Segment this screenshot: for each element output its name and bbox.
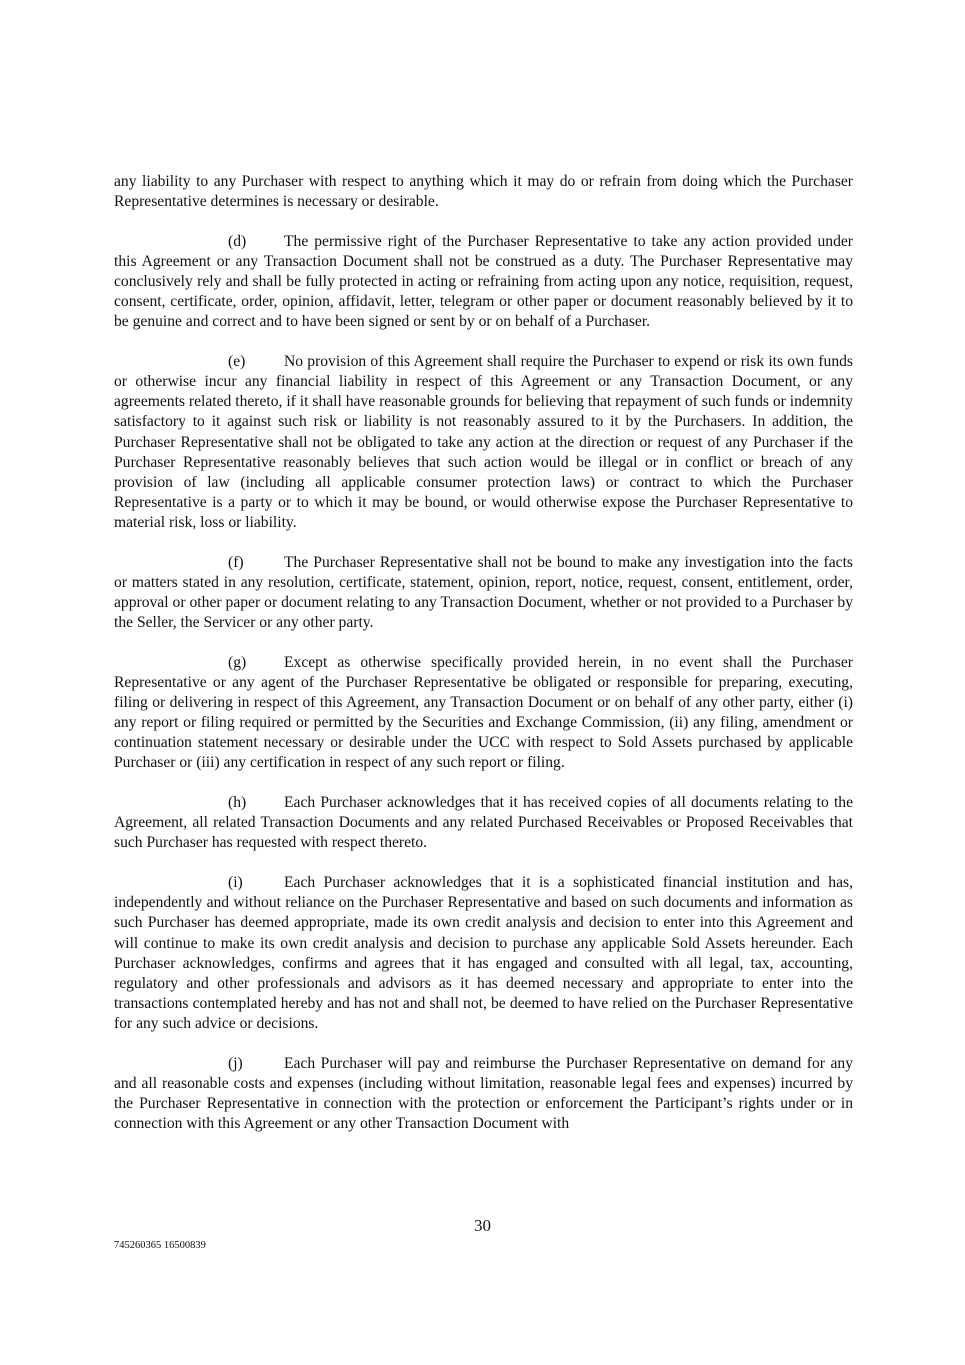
paragraph-label: (e) [228, 353, 246, 371]
document-body [114, 172, 853, 1154]
paragraph-label: (h) [228, 794, 247, 812]
paragraph-text: The permissive right of the Purchaser Representative to take any action provided under this Agreement or any Transaction Document shall not be construed as a duty. The Purchaser Representative may conclusively rely and shall be fully protected in acting or refraining from acting upon any notice, requisition, request, consent, certificate, order, opinion, affidavit, letter, telegram or other paper or document reasonably believed by it to be genuine and correct and to have been signed or sent by or on behalf of a Purchaser. [114, 233, 853, 331]
paragraph-h [114, 793, 853, 853]
paragraph-label: (j) [228, 1054, 243, 1072]
paragraph-text: Except as otherwise specifically provided herein, in no event shall the Purchaser Representative or any agent of the Purchaser Representative be obligated or responsible for preparing, executing, filing or delivering in respect of this Agreement, any Transaction Document or on behalf of any other party, either (i) any report or filing required or permitted by the Securities and Exchange Commission, (ii) any filing, amendment or continuation statement necessary or desirable under the UCC with respect to Sold Assets purchased by applicable Purchaser or (iii) any certification in respect of any such report or filing. [114, 653, 853, 772]
paragraph-i [114, 873, 853, 1033]
paragraph-text: No provision of this Agreement shall require the Purchaser to expend or risk its own funds or otherwise incur any financial liability in respect of this Agreement or any Transaction Document, or any agreements related thereto, if it shall have reasonable grounds for believing that repayment of such funds or indemnity satisfactory to it against such risk or liability is not reasonably assured to it by the Purchasers. In addition, the Purchaser Representative shall not be obligated to take any action at the direction or request of any Purchaser if the Purchaser Representative reasonably believes that such action would be illegal or in conflict or breach of any provision of law (including all applicable consumer protection laws) or contract to which the Purchaser Representative is a party or to which it may be bound, or would otherwise expose the Purchaser Representative to material risk, loss or liability. [114, 353, 853, 531]
document-id: 745260365 16500839 [114, 1240, 206, 1251]
paragraph-e [114, 352, 853, 532]
paragraph-label: (g) [228, 653, 247, 671]
paragraph-text: Each Purchaser acknowledges that it has received copies of all documents relating to the Agreement, all related Transaction Documents and any related Purchased Receivables or Proposed Receivables that such Purchaser has requested with respect thereto. [114, 794, 853, 852]
paragraph-label: (i) [228, 874, 243, 892]
continuation-paragraph: any liability to any Purchaser with respect to anything which it may do or refrain from doing which the Purchaser Representative determines is necessary or desirable. [114, 173, 853, 211]
paragraph-text: The Purchaser Representative shall not be bound to make any investigation into the facts or matters stated in any resolution, certificate, statement, opinion, report, notice, request, consent, entitlement, order, approval or other paper or document relating to any Transaction Document, whether or not provided to a Purchaser by the Seller, the Servicer or any other party. [114, 553, 853, 631]
paragraph-text: Each Purchaser will pay and reimburse the Purchaser Representative on demand for any and all reasonable costs and expenses (including without limitation, reasonable legal fees and expenses) incurred by the Purchaser Representative in connection with the protection or enforcement the Participant’s rights under or in connection with this Agreement or any other Transaction Document with [114, 1054, 853, 1132]
page-number: 30 [474, 1216, 491, 1235]
paragraph-g [114, 653, 853, 773]
paragraph-label: (f) [228, 553, 244, 571]
paragraph-d [114, 232, 853, 332]
paragraph-f [114, 553, 853, 633]
paragraph-j [114, 1054, 853, 1134]
paragraph-label: (d) [228, 233, 247, 251]
paragraph-text: Each Purchaser acknowledges that it is a sophisticated financial institution and has, independently and without reliance on the Purchaser Representative and based on such documents and information as such Purchaser has deemed appropriate, made its own credit analysis and decision to enter into this Agreement and will continue to make its own credit analysis and decision to purchase any applicable Sold Assets hereunder. Each Purchaser acknowledges, confirms and agrees that it has engaged and consulted with all legal, tax, accounting, regulatory and other professionals and advisors as it has deemed necessary and appropriate to enter into the transactions contemplated hereby and has not and shall not, be deemed to have relied on the Purchaser Representative for any such advice or decisions. [114, 874, 853, 1032]
